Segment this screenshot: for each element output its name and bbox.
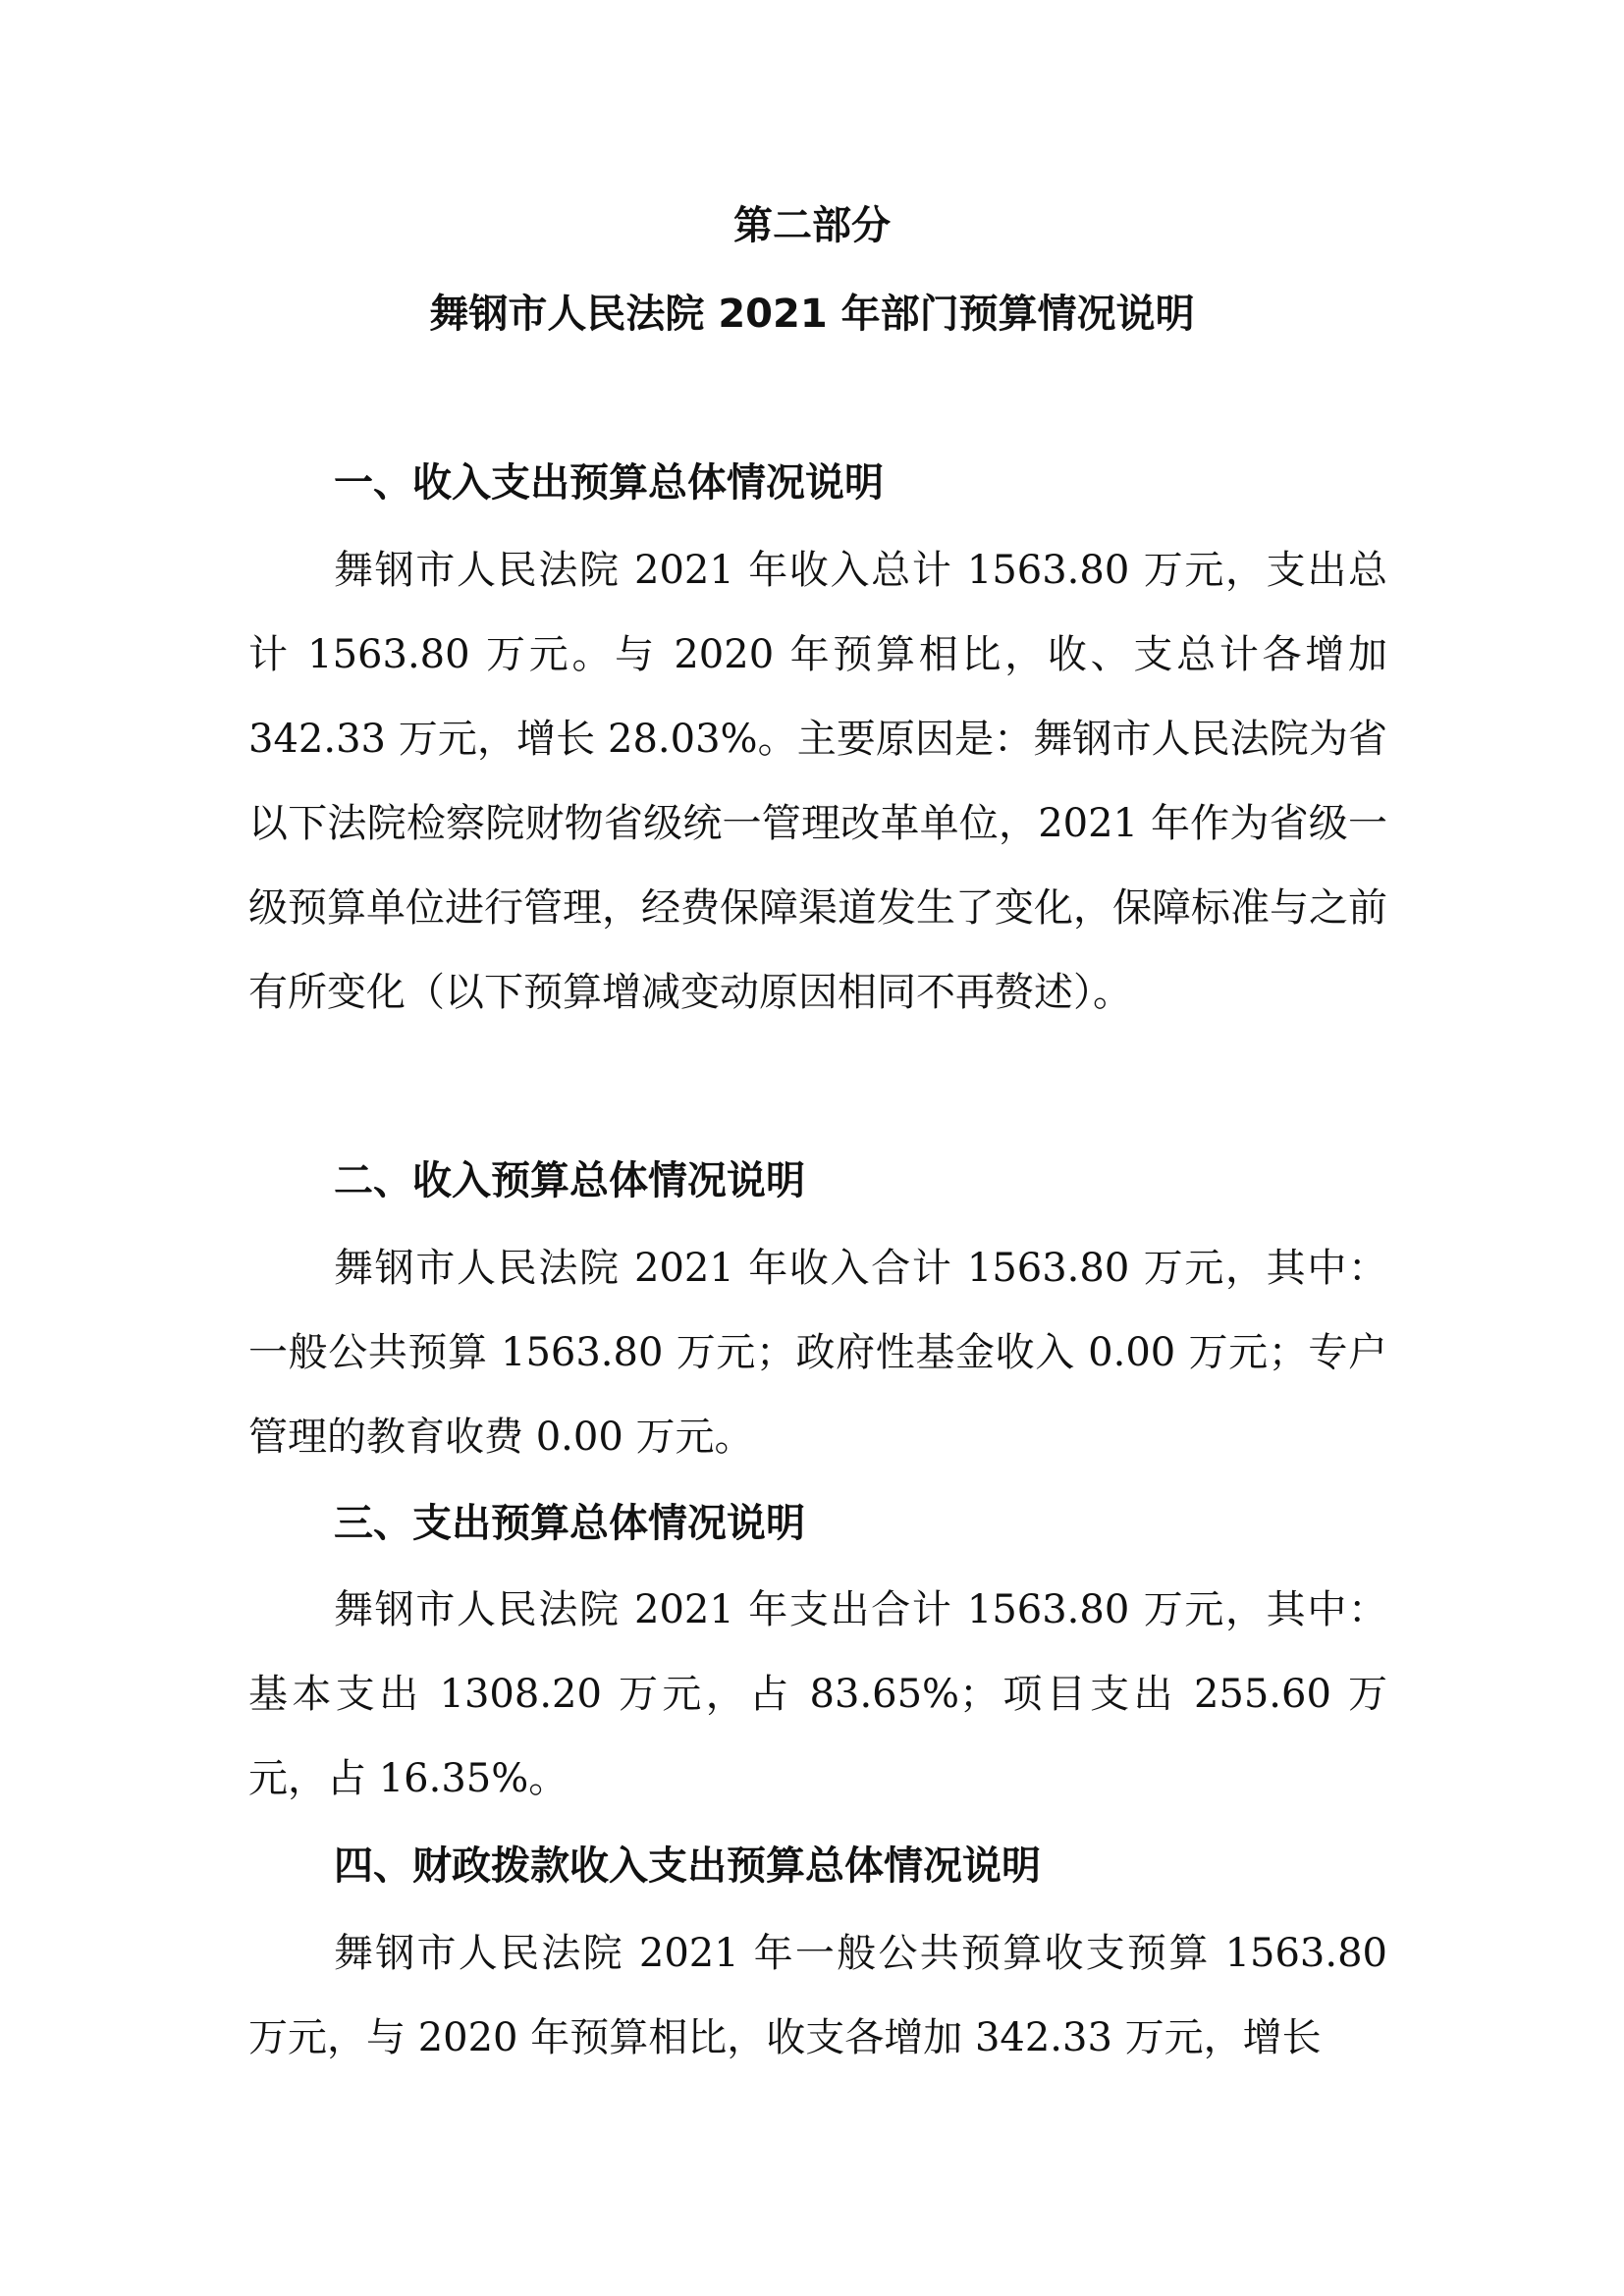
part-title: 第二部分 xyxy=(733,203,891,248)
section-paragraph-3: 舞钢市人民法院 2021 年支出合计 1563.80 万元，其中：基本支出 1308.20 万元，占 83.65%；项目支出 255.60 万元，占 16.35%。 xyxy=(248,1587,1387,1801)
section-heading-3: 三、支出预算总体情况说明 xyxy=(334,1501,805,1546)
section-paragraph-4: 舞钢市人民法院 2021 年一般公共预算收支预算 1563.80 万元，与 2020 年预算相比，收支各增加 342.33 万元，增长 xyxy=(248,1931,1387,2060)
section-heading-4: 四、财政拨款收入支出预算总体情况说明 xyxy=(334,1843,1041,1889)
section-paragraph-2: 舞钢市人民法院 2021 年收入合计 1563.80 万元，其中：一般公共预算 1563.80 万元；政府性基金收入 0.00 万元；专户管理的教育收费 0.00 万元。 xyxy=(248,1246,1387,1460)
section-paragraph-1: 舞钢市人民法院 2021 年收入总计 1563.80 万元，支出总计 1563.80 万元。与 2020 年预算相比，收、支总计各增加 342.33 万元，增长 28.03%。主要原因是：舞钢市人民法院为省以下法院检察院财物省级统一管理改革单位，2021 年作为省级一级预算单位进行管理，经费保障渠道发生了变化，保障标准与之前有所变化（以下预算增减变动原因相同不再赘述）。 xyxy=(248,548,1387,1015)
section-heading-1: 一、收入支出预算总体情况说明 xyxy=(334,460,884,506)
document-title: 舞钢市人民法院 2021 年部门预算情况说明 xyxy=(429,292,1195,337)
section-heading-2: 二、收入预算总体情况说明 xyxy=(334,1158,805,1203)
